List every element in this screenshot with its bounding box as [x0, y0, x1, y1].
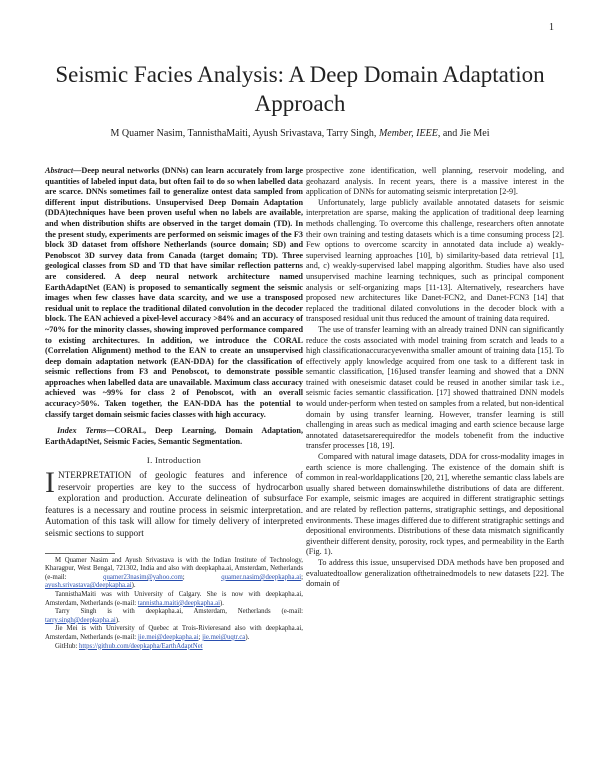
body-paragraph: The use of transfer learning with an already trained DNN can significantly reduce the costs associated with model training from scratch and leads to a high classificationaccuracyevenwitha smaller amount of training data [15]. To effectively apply knowledge acquired from one task to a different task in semantic classification, [16]used transfer learning and showed that a DNN trained with oneseismic dataset could be reused in another similar task i.e., seismic facies semantic classification. [17] showed thattrained DNN models would under-perform when tested on samples from a related, but non-identical domain by using transfer learning. However, transfer learning is still challenging in areas such as medical imaging and earth science because large annotated datasetsarerequiredfor the models tobenefit from the inductive transfer processes [18, 19].: [306, 324, 564, 451]
footnote-affiliation-3: Tarry Singh is with deepkapha.ai, Amsterdam, Netherlands (e-mail: tarry.singh@deepkapha.ai).: [45, 608, 303, 624]
author-last: , and Jie Mei: [437, 128, 490, 139]
intro-paragraph: [45, 466, 303, 540]
section-heading-introduction: I. Introduction: [146, 455, 202, 466]
left-column: [45, 166, 303, 651]
email-link[interactable]: tannistha.maiti@deepkapha.ai: [137, 599, 221, 607]
abstract-text: —Deep neural networks (DNNs) can learn accurately from large quantities of labeled input data, but often fail to do so when labelled data are scarce. DNNs sometimes fail to generalize ontest data sampled from different input distributions. Unsupervised Deep Domain Adaptation (DDA)techniques have been proven useful when no labels are available, and when distribution shifts are observed in the target domain (TD). In the present study, experiments are performed on seismic images of the F3 block 3D dataset from offshore Netherlands (source domain; SD) and Penobscot 3D survey data from Canada (target domain; TD). Three geological classes from SD and TD that have similar reflection patterns are considered. A deep neural network architecture named EarthAdaptNet (EAN) is proposed to semantically segment the seismic images when few classes have data scarcity, and we use a transposed residual unit to replace the traditional dilated convolution in the decoder block. The EAN achieved a pixel-level accuracy >84% and an accuracy of ~70% for the minority classes, showing improved performance compared to existing architectures. In addition, we introduce the CORAL (Correlation Alignment) method to the EAN to create an unsupervised deep domain adaptation network (EAN-DDA) for the classification of seismic reflections from F3 and Penobscot, to demonstrate possible approaches when labelled data are unavailable. Maximum class accuracy achieved was ~99% for class 2 of Penobscot, with an overall accuracy>50%. Taken together, the EAN-DDA has the potential to classify target domain seismic facies classes with high accuracy.: [45, 166, 303, 419]
index-terms-text: —CORAL, Deep Learning, Domain Adaptation, EarthAdaptNet, Seismic Facies, Semantic Segmentation.: [45, 426, 303, 446]
intro-text: NTERPRETATION of geologic features and inference of reservoir properties are key to the success of hydrocarbon exploration and production. Accurate delineation of subsurface features is a necessary and routine process in seismic interpretation. Automation of this task will allow for timely delivery of interpreted seismic sections to support: [45, 470, 303, 538]
index-terms-lead: Index Terms: [57, 426, 107, 436]
body-paragraph: Compared with natural image datasets, DDA for cross-modality images in earth science is more challenging. The existence of the domain shift is common in real-worldapplications [20, 21], wherethe semantic class labels are usually shared between domainswhilethe distributions of data are different. For example, seismic images are acquired in different stratigraphic settings and are related by reflection patterns, stratigraphic settings, and depositional environments. These images differed due to different stratigraphic settings and depositional environments. Distributions of these data mismatch significantly giventheir different density, porosity, rock types, and permeability in the Earth (Fig. 1).: [306, 452, 564, 557]
right-column: [306, 166, 564, 590]
paper-title: Seismic Facies Analysis: A Deep Domain Adaptation Approach: [55, 62, 545, 116]
email-link[interactable]: jie.mei@deepkapha.ai: [137, 633, 199, 641]
dropcap-letter: I: [45, 466, 55, 500]
footnote-rule: [45, 553, 115, 554]
footnote-affiliation-4: Jie Mei is with University of Quebec at Trois-Rivieresand also with deepkapha.ai, Amsterdam, Netherlands (e-mail: jie.mei@deepkapha.ai; jie.mei@uqtr.ca).: [45, 625, 303, 641]
email-link[interactable]: quamer.nasim@deepkapha.ai: [221, 573, 302, 581]
footnote-affiliation-1: M Quamer Nasim and Ayush Srivastava is with the Indian Institute of Technology, Kharagpur, West Bengal, 721302, India and also with deepkapha.ai, Amsterdam, Netherlands (e-mail: quamer23nasim@yahoo.com; quamer.nasim@deepkapha.ai; ayush.srivastava@deepkapha.ai).: [45, 556, 304, 590]
index-terms: [45, 426, 303, 447]
author-role: Member, IEEE: [378, 128, 438, 139]
abstract-lead: Abstract: [45, 166, 74, 175]
email-link[interactable]: jie.mei@uqtr.ca: [202, 633, 246, 641]
author-line: [40, 128, 560, 139]
github-link[interactable]: https://github.com/deepkapha/EarthAdaptNet: [78, 642, 203, 650]
body-paragraph: To address this issue, unsupervised DDA methods have ben proposed and evaluatedtoallow generalization ofthetrainedmodels to new datasets [22]. The domain of: [306, 557, 564, 589]
abstract: [45, 166, 303, 420]
page-number: 1: [549, 22, 554, 33]
author-names: M Quamer Nasim, TannisthaMaiti, Ayush Srivastava, Tarry Singh,: [110, 128, 377, 139]
email-link[interactable]: quamer23nasim@yahoo.com: [103, 573, 183, 581]
email-link[interactable]: tarry.singh@deepkapha.ai: [45, 616, 116, 624]
footnote-github: GitHub: https://github.com/deepkapha/EarthAdaptNet: [55, 642, 203, 650]
email-link[interactable]: ayush.srivastava@deepkapha.ai: [45, 582, 132, 590]
body-paragraph: prospective zone identification, well planning, reservoir modeling, and geohazard analysis. In recent years, there is a massive interest in the application of DNNs for automating seismic interpretation [2-9].: [306, 166, 564, 197]
footnote-affiliation-2: TannisthaMaiti was with University of Calgary. She is now with deepkapha.ai, Amsterdam, Netherlands (e-mail: tannistha.maiti@deepkapha.ai).: [45, 590, 303, 607]
body-paragraph: Unfortunately, large publicly available annotated datasets for seismic interpretation are sparse, making the application of traditional deep learning methods challenging. To overcome this challenge, researchers often annotate their own training and testing datasets which is a time consuming process [2]. Few options to overcome scarcity in annotated data include a) weakly-supervised learning approaches [10], b) similarity-based data retrieval [1], and, c) weakly-supervised label mapping algorithm. Studies have also used unsupervised machine learning techniques, such as principal component analysis or self-organizing maps [11-13]. Alternatively, researchers have proposed new architectures like Danet-FCN2, and Danet-FCN3 [14] that replaced the traditional dilated convolutions in the decoder block with a transposed residual unit thus reduced the amount of training data required.: [306, 197, 564, 324]
